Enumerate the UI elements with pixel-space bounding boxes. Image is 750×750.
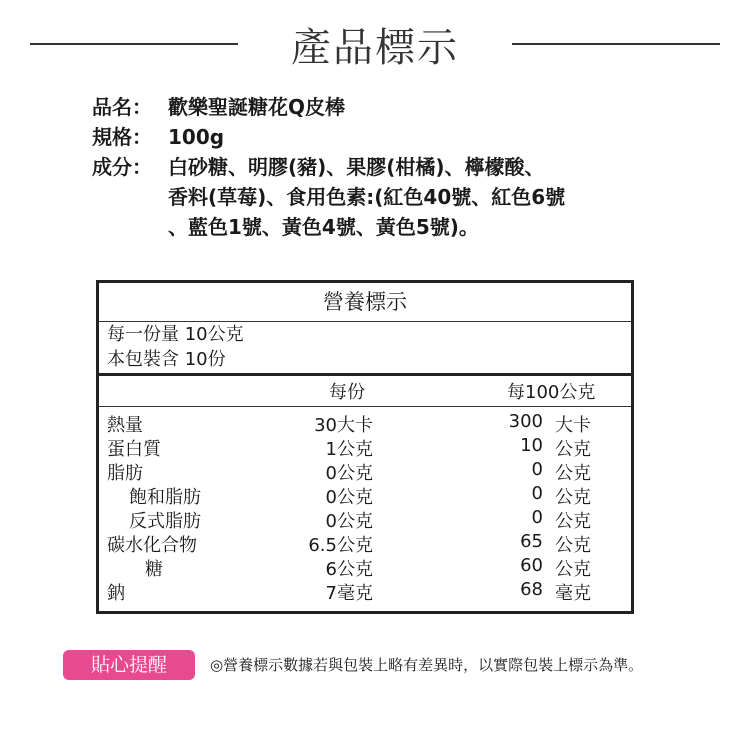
nutrient-name: 脂肪 — [107, 463, 143, 484]
nutrient-name: 蛋白質 — [107, 439, 161, 460]
product-name-label: 品名： — [92, 95, 152, 119]
table-row — [99, 507, 631, 531]
per-serving-value: 30大卡 — [314, 415, 373, 436]
per-100g-value: 0 — [531, 483, 543, 504]
product-name-row — [92, 92, 565, 122]
product-spec-row — [92, 122, 565, 152]
per-100g-unit: 公克 — [555, 559, 591, 580]
table-row — [99, 555, 631, 579]
per-100g-value: 300 — [508, 411, 543, 432]
per-serving-value: 7毫克 — [325, 583, 373, 604]
nutrient-name: 鈉 — [107, 583, 125, 604]
col-header-per-serving: 每份 — [329, 382, 365, 403]
per-100g-unit: 毫克 — [555, 583, 591, 604]
page-title: 產品標示 — [291, 25, 459, 71]
per-100g-unit: 公克 — [555, 439, 591, 460]
table-row — [99, 579, 631, 603]
per-serving-value: 0公克 — [325, 463, 373, 484]
table-divider — [99, 373, 631, 376]
nutrition-title: 營養標示 — [99, 283, 631, 322]
per-100g-unit: 公克 — [555, 463, 591, 484]
product-spec-label: 規格： — [92, 125, 152, 149]
ingredients-line: 白砂糖、明膠(豬)、果膠(柑橘)、檸檬酸、 — [168, 155, 545, 179]
reminder-badge: 貼心提醒 — [63, 650, 195, 680]
table-row — [99, 483, 631, 507]
col-header-per-100g: 每100公克 — [507, 382, 596, 403]
per-serving-value: 6公克 — [325, 559, 373, 580]
product-name-value: 歡樂聖誕糖花Q皮棒 — [168, 95, 346, 119]
nutrition-table — [96, 280, 634, 614]
ingredients-label: 成分： — [92, 155, 152, 179]
per-100g-value: 65 — [520, 531, 543, 552]
per-100g-unit: 公克 — [555, 535, 591, 556]
title-rule-right — [512, 43, 720, 45]
nutrient-name: 糖 — [145, 559, 163, 580]
per-100g-value: 0 — [531, 459, 543, 480]
servings-per-pack: 本包裝含 10份 — [107, 349, 226, 370]
table-row — [99, 459, 631, 483]
product-info — [92, 92, 565, 242]
nutrition-rows — [99, 411, 631, 603]
product-spec-value: 100g — [168, 125, 225, 149]
table-row — [99, 531, 631, 555]
ingredients-line: 香料(草莓)、食用色素:(紅色40號、紅色6號 — [168, 185, 566, 209]
reminder-note: ◎營養標示數據若與包裝上略有差異時，以實際包裝上標示為準。 — [210, 656, 644, 674]
ingredients-line: 、藍色1號、黃色4號、黃色5號)。 — [168, 215, 479, 239]
table-row — [99, 411, 631, 435]
table-divider — [99, 406, 631, 407]
per-100g-unit: 公克 — [555, 511, 591, 532]
per-100g-value: 0 — [531, 507, 543, 528]
nutrient-name: 熱量 — [107, 415, 143, 436]
per-100g-unit: 公克 — [555, 487, 591, 508]
per-serving-value: 6.5公克 — [308, 535, 373, 556]
per-serving-value: 1公克 — [325, 439, 373, 460]
per-100g-value: 10 — [520, 435, 543, 456]
serving-size: 每一份量 10公克 — [107, 324, 244, 345]
per-100g-value: 68 — [520, 579, 543, 600]
per-100g-unit: 大卡 — [555, 415, 591, 436]
per-100g-value: 60 — [520, 555, 543, 576]
nutrient-name: 飽和脂肪 — [129, 487, 201, 508]
per-serving-value: 0公克 — [325, 511, 373, 532]
table-row — [99, 435, 631, 459]
per-serving-value: 0公克 — [325, 487, 373, 508]
ingredients-row — [92, 152, 565, 182]
nutrient-name: 碳水化合物 — [107, 535, 197, 556]
nutrient-name: 反式脂肪 — [129, 511, 201, 532]
